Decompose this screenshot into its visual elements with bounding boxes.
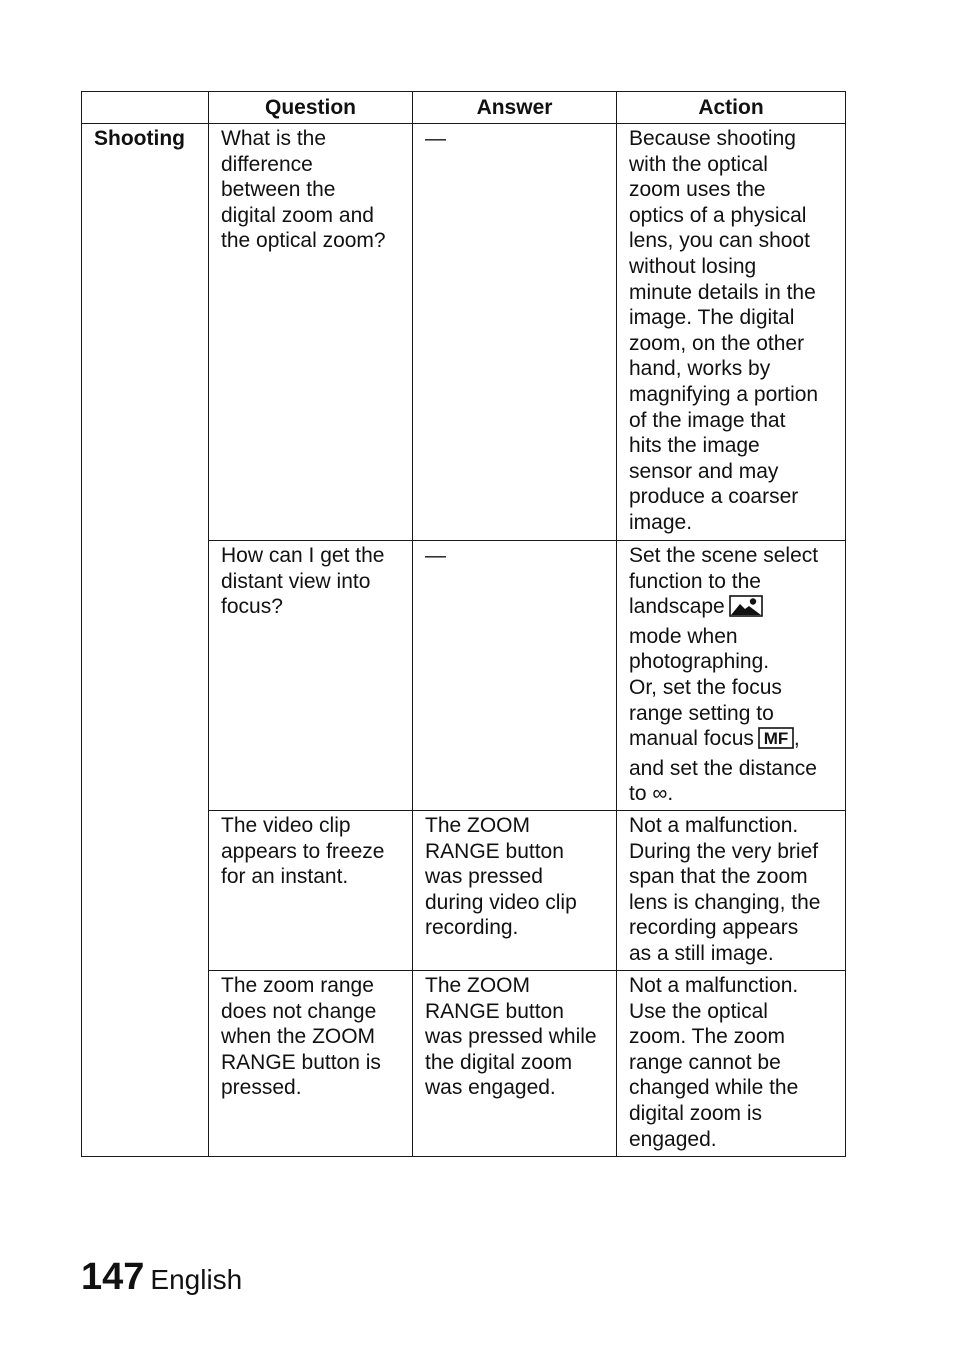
answer-cell: The ZOOM RANGE button was pressed while the digital zoom was engaged. — [413, 970, 617, 1156]
question-cell: How can I get the distant view into focus? — [209, 541, 413, 811]
action-text-part-3: , and set the distance to ∞. — [629, 727, 817, 806]
landscape-mode-icon — [729, 595, 763, 624]
action-cell: Not a malfunction. Use the optical zoom. The zoom range cannot be changed while the digital zoom is engaged. — [617, 970, 846, 1156]
header-question: Question — [209, 92, 413, 124]
answer-cell: — — [413, 124, 617, 541]
header-action: Action — [617, 92, 846, 124]
table-header-row — [82, 92, 846, 124]
page-number: 147 — [81, 1256, 145, 1298]
manual-focus-icon — [758, 727, 794, 756]
answer-cell: — — [413, 541, 617, 811]
header-answer: Answer — [413, 92, 617, 124]
question-cell: The zoom range does not change when the ZOOM RANGE button is pressed. — [209, 970, 413, 1156]
answer-cell: The ZOOM RANGE button was pressed during video clip recording. — [413, 810, 617, 970]
troubleshooting-table — [81, 91, 846, 1157]
action-text-part-1: Set the scene select function to the landscape — [629, 544, 819, 619]
table-row — [82, 124, 846, 541]
action-text-part-2: mode when photographing. Or, set the focus range setting to manual focus — [629, 624, 782, 751]
action-cell: Because shooting with the optical zoom uses the optics of a physical lens, you can shoot without losing minute details in the image. The digital zoom, on the other hand, works by magnifying a portion of the image that hits the image sensor and may produce a coarser image. — [617, 124, 846, 541]
question-cell: The video clip appears to freeze for an instant. — [209, 810, 413, 970]
question-cell: What is the difference between the digital zoom and the optical zoom? — [209, 124, 413, 541]
header-category — [82, 92, 209, 124]
action-cell — [617, 541, 846, 811]
action-cell: Not a malfunction. During the very brief span that the zoom lens is changing, the recording appears as a still image. — [617, 810, 846, 970]
category-shooting: Shooting — [82, 124, 209, 1157]
manual-focus-label: MF — [763, 729, 789, 749]
page-footer — [81, 1256, 242, 1299]
page-language: English — [150, 1264, 243, 1295]
